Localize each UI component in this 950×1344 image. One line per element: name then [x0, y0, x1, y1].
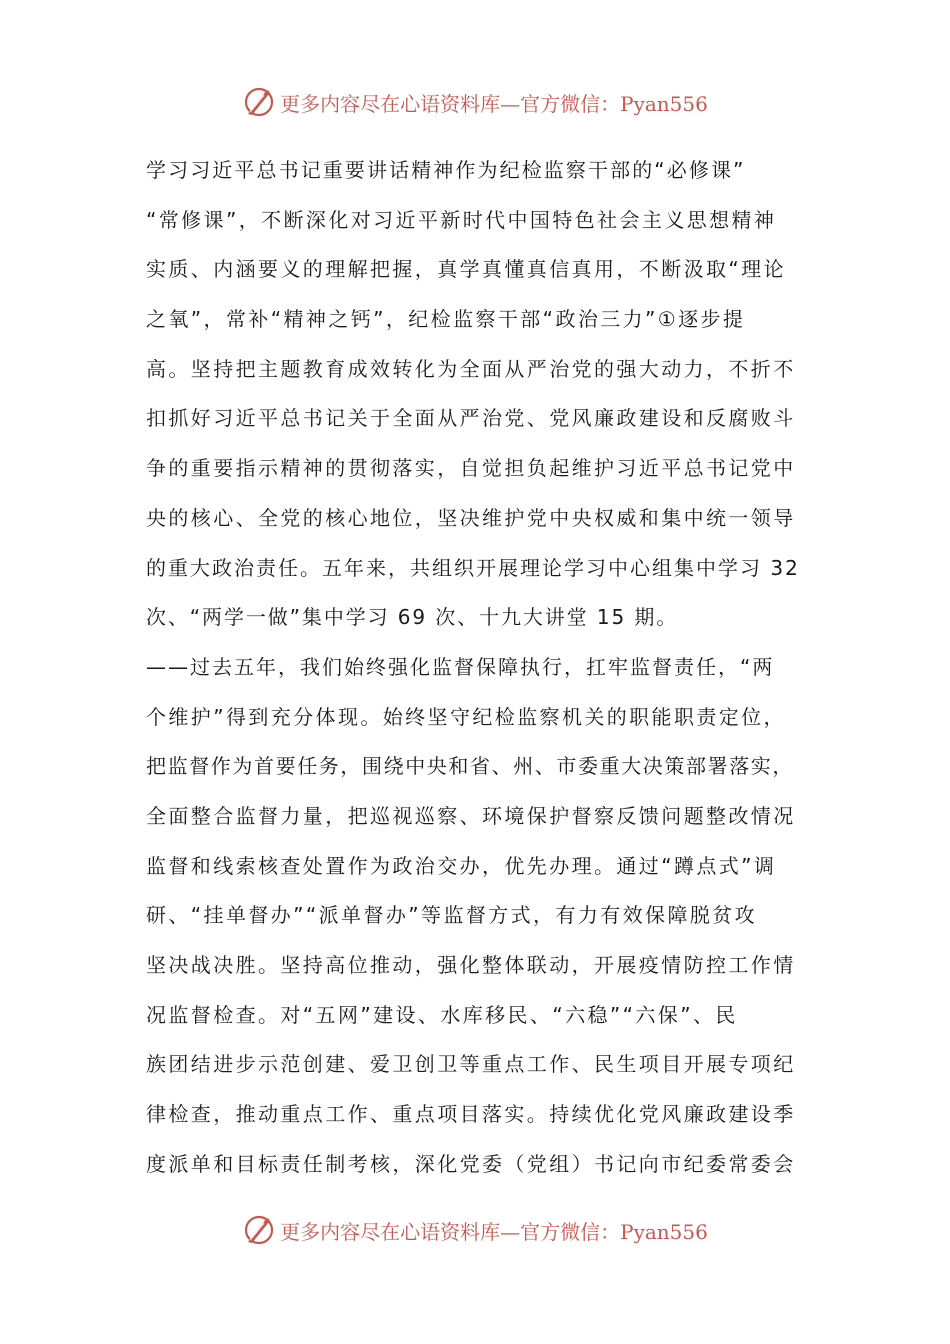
- text-line: 监督和线索核查处置作为政治交办，优先办理。通过“蹲点式”调: [146, 853, 777, 878]
- text-line: 之氧”，常补“精神之钙”，纪检监察干部“政治三力”①逐步提: [146, 307, 746, 332]
- text-line: “常修课”，不断深化对习近平新时代中国特色社会主义思想精神: [146, 207, 777, 232]
- text-line: 争的重要指示精神的贯彻落实，自觉担负起维护习近平总书记党中: [146, 456, 796, 481]
- text-line: 的重大政治责任。五年来，共组织开展理论学习中心组集中学习 32: [146, 555, 800, 580]
- quill-pen-logo-icon: [242, 85, 276, 119]
- text-line: 把监督作为首要任务，围绕中央和省、州、市委重大决策部署落实，: [146, 754, 794, 779]
- text-line: 族团结进步示范创建、爱卫创卫等重点工作、民生项目开展专项纪: [146, 1052, 796, 1077]
- text-line: 况监督检查。对“五网”建设、水库移民、“六稳”“六保”、民: [146, 1002, 738, 1027]
- text-line: ——过去五年，我们始终强化监督保障执行，扛牢监督责任，“两: [146, 654, 775, 679]
- text-line: 学习习近平总书记重要讲话精神作为纪检监察干部的“必修课”: [146, 158, 746, 182]
- header-banner: [0, 80, 950, 124]
- header-banner-text: 更多内容尽在心语资料库—官方微信：Pyan556: [280, 91, 708, 116]
- quill-pen-logo-icon: [242, 1213, 276, 1247]
- text-line: 律检查，推动重点工作、重点项目落实。持续优化党风廉政建设季: [146, 1102, 796, 1127]
- text-line: 央的核心、全党的核心地位，坚决维护党中央权威和集中统一领导: [146, 505, 796, 530]
- text-line: 全面整合监督力量，把巡视巡察、环境保护督察反馈问题整改情况: [146, 803, 796, 828]
- text-line: 度派单和目标责任制考核，深化党委（党组）书记向市纪委常委会: [146, 1151, 796, 1176]
- text-line: 个维护”得到充分体现。始终坚守纪检监察机关的职能职责定位，: [146, 704, 786, 729]
- text-line: 坚决战决胜。坚持高位推动，强化整体联动，开展疫情防控工作情: [146, 953, 796, 977]
- text-line: 高。坚持把主题教育成效转化为全面从严治党的强大动力，不折不: [146, 356, 796, 381]
- footer-banner: [0, 1208, 950, 1252]
- footer-banner-text: 更多内容尽在心语资料库—官方微信：Pyan556: [280, 1219, 708, 1244]
- text-line: 扣抓好习近平总书记关于全面从严治党、党风廉政建设和反腐败斗: [146, 406, 796, 431]
- text-line: 次、“两学一做”集中学习 69 次、十九大讲堂 15 期。: [146, 605, 679, 630]
- text-line: 实质、内涵要义的理解把握，真学真懂真信真用，不断汲取“理论: [146, 257, 786, 282]
- text-line: 研、“挂单督办”“派单督办”等监督方式，有力有效保障脱贫攻: [146, 903, 758, 928]
- document-body: [146, 146, 814, 1189]
